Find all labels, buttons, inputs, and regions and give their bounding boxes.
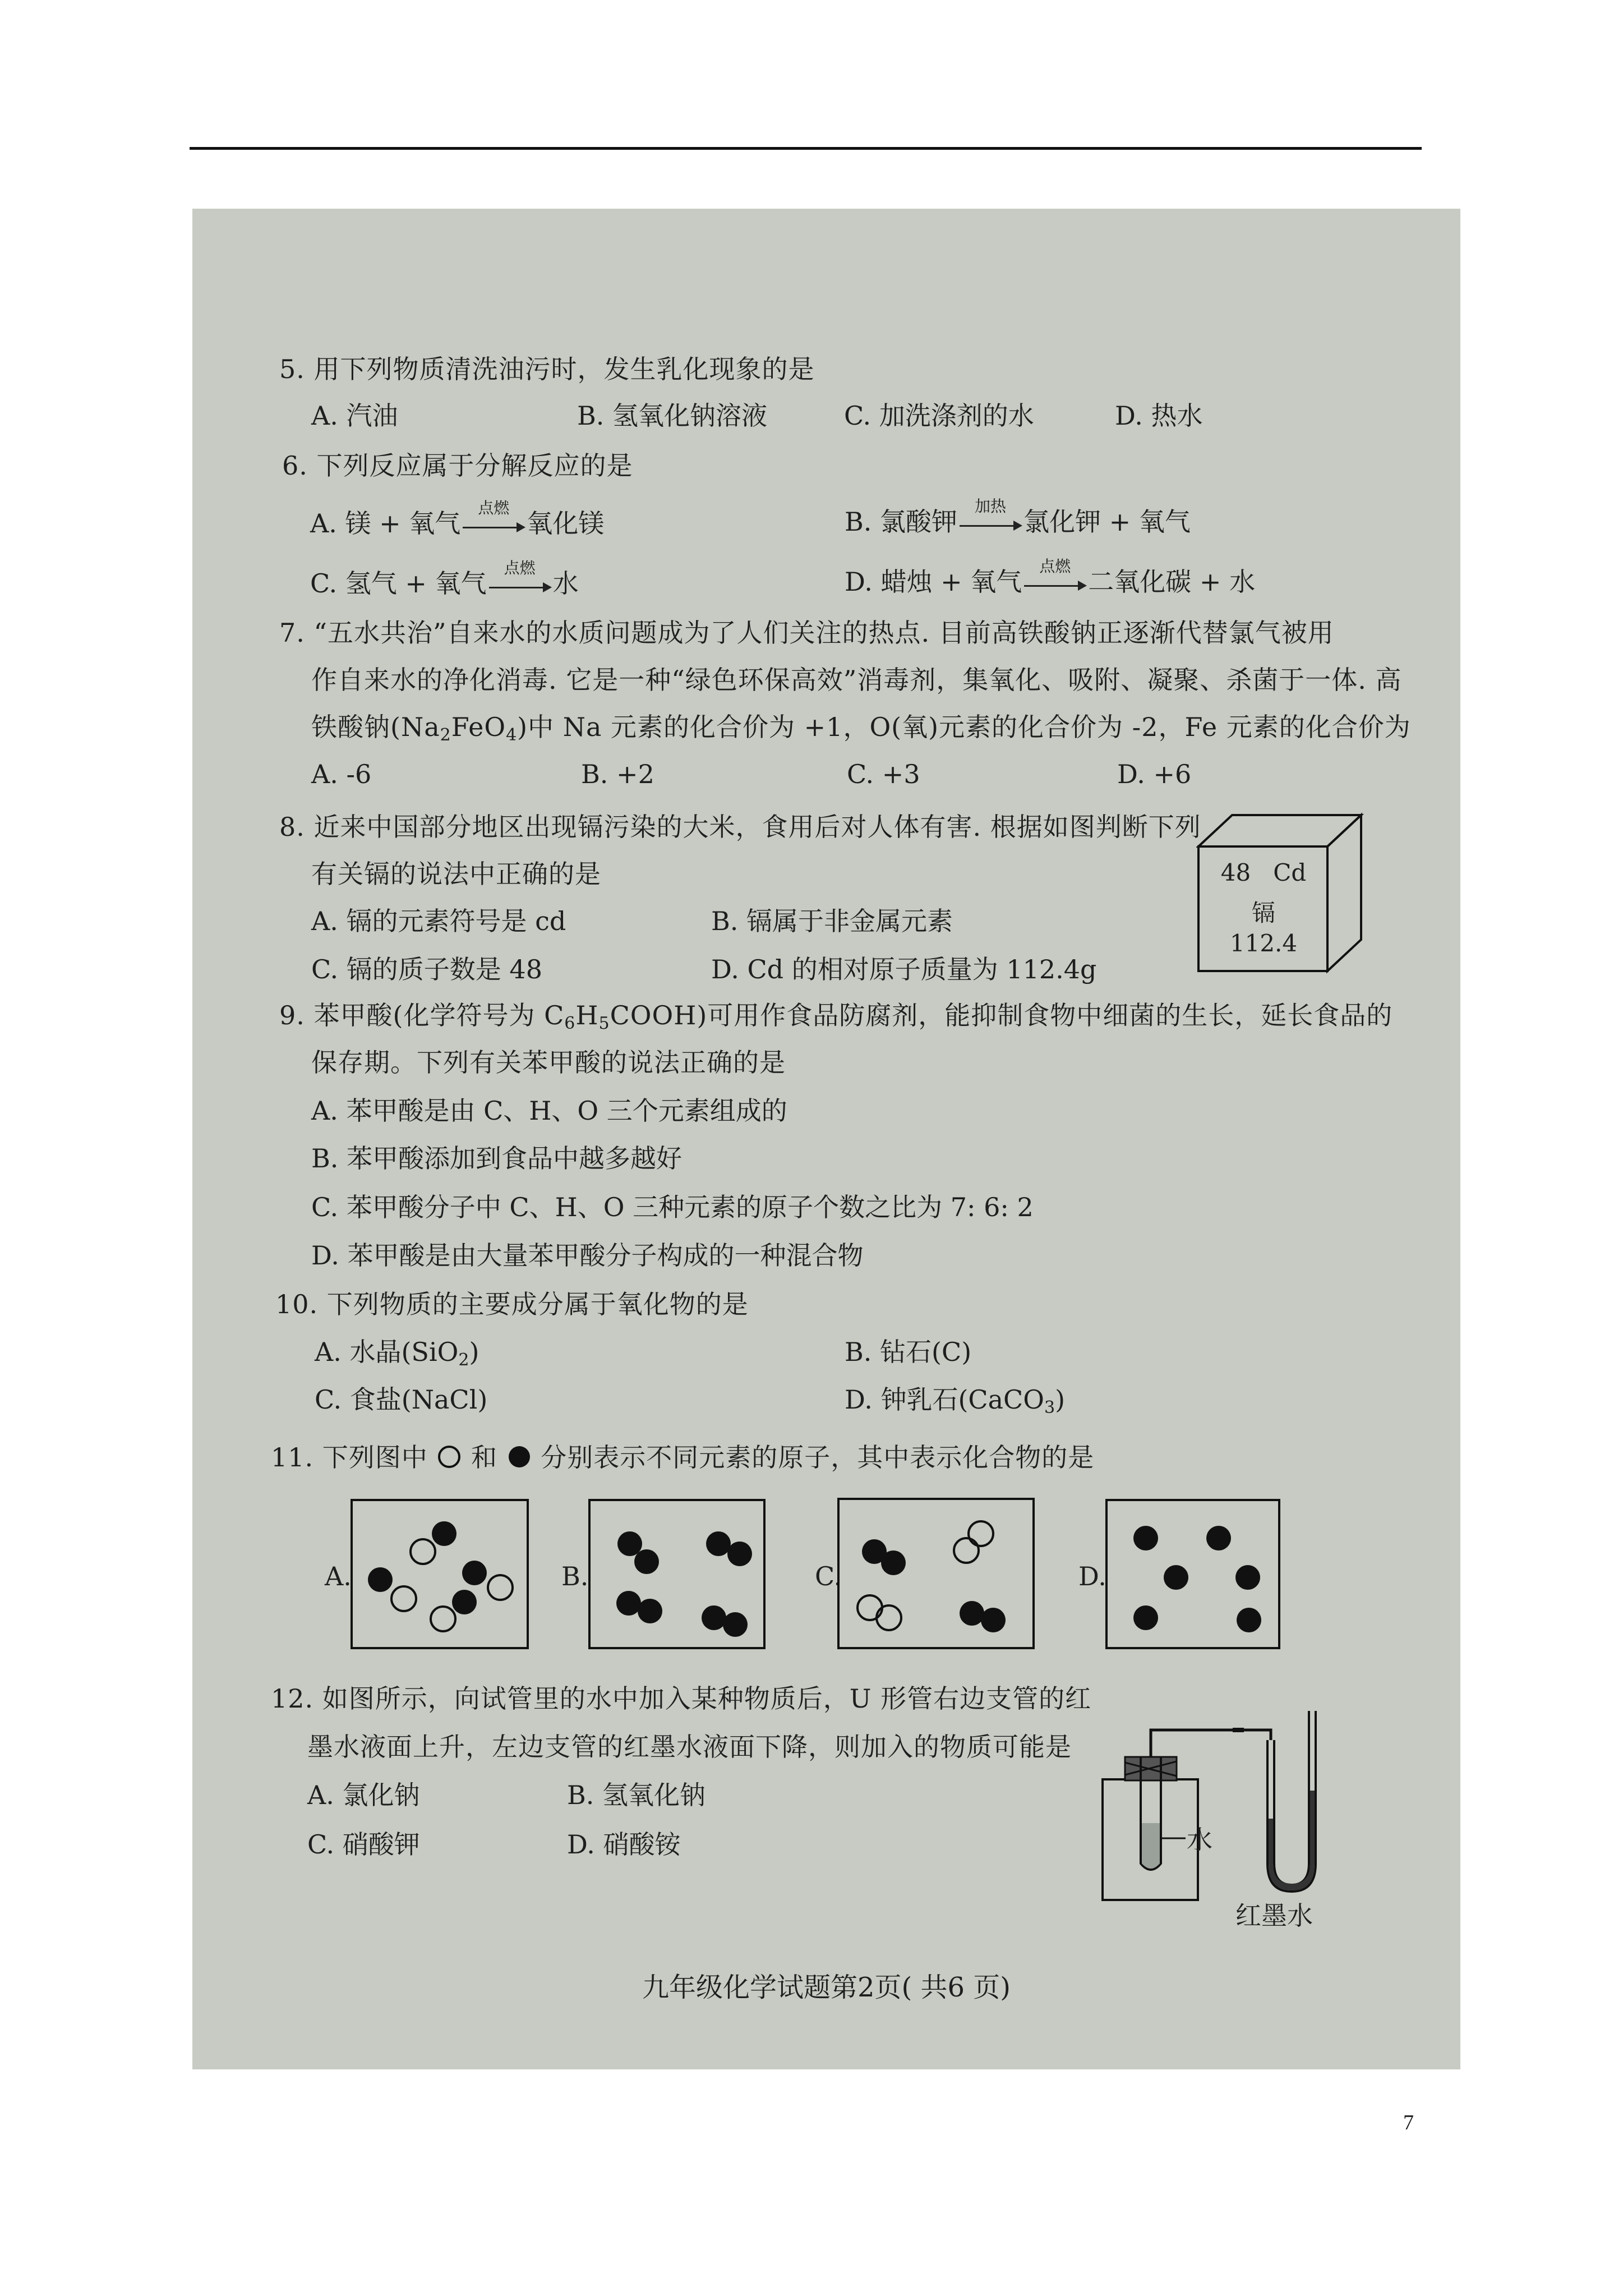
q6-c-reactants: C. 氢气 + 氧气 bbox=[310, 568, 487, 599]
q7-text: )中 Na 元素的化合价为 +1，O(氧)元素的化合价为 -2，Fe 元素的化合价为 bbox=[517, 712, 1411, 742]
q9-option-a: A. 苯甲酸是由 C、H、O 三个元素组成的 bbox=[311, 1096, 787, 1126]
label-water: 水 bbox=[1187, 1825, 1212, 1855]
q6-d-reactants: D. 蜡烛 + 氧气 bbox=[845, 567, 1022, 597]
element-symbol: Cd bbox=[1273, 859, 1307, 886]
q7-option-d: D. +6 bbox=[1117, 759, 1192, 789]
element-name: 镉 bbox=[1251, 899, 1275, 927]
label-red-ink: 红墨水 bbox=[1235, 1901, 1313, 1931]
q9-line1 bbox=[279, 1000, 1393, 1039]
subscript: 6 bbox=[564, 1014, 576, 1033]
q9-option-d: D. 苯甲酸是由大量苯甲酸分子构成的一种混合物 bbox=[311, 1240, 864, 1271]
q10-option-b: B. 钻石(C) bbox=[845, 1337, 972, 1367]
subscript: 2 bbox=[458, 1350, 469, 1370]
q7-text: FeO bbox=[451, 712, 506, 742]
q6-stem: 6. 下列反应属于分解反应的是 bbox=[282, 450, 633, 481]
q10-option-d bbox=[845, 1384, 1065, 1424]
reaction-condition: 加热 bbox=[975, 497, 1007, 516]
subscript: 2 bbox=[440, 725, 451, 745]
q11-diagram-d bbox=[1105, 1499, 1280, 1649]
atomic-number: 48 bbox=[1220, 859, 1251, 886]
q7-option-c: C. +3 bbox=[847, 759, 920, 789]
scanned-exam-page bbox=[192, 209, 1460, 2069]
q6-option-c bbox=[310, 559, 579, 599]
q7-option-b: B. +2 bbox=[581, 759, 654, 789]
q7-line1: 7. “五水共治”自来水的水质问题成为了人们关注的热点. 目前高铁酸钠正逐渐代替氯气被用 bbox=[279, 618, 1334, 648]
q11-label-d: D. bbox=[1078, 1561, 1106, 1591]
q11-diagram-c bbox=[837, 1498, 1035, 1649]
q11-diagram-a bbox=[351, 1499, 529, 1649]
subscript: 4 bbox=[506, 725, 518, 745]
q12-option-b: B. 氢氧化钠 bbox=[567, 1780, 706, 1810]
page-footer: 九年级化学试题第2页( 共6 页) bbox=[642, 1972, 1011, 2003]
q12-line1: 12. 如图所示，向试管里的水中加入某种物质后，U 形管右边支管的红 bbox=[271, 1683, 1092, 1714]
subscript: 3 bbox=[1044, 1398, 1055, 1418]
q6-option-a bbox=[310, 499, 605, 539]
q10-a-text: ) bbox=[469, 1337, 479, 1367]
q10-d-text: D. 钟乳石(CaCO bbox=[845, 1384, 1044, 1415]
q7-line2: 作自来水的净化消毒. 它是一种“绿色环保高效”消毒剂，集氧化、吸附、凝聚、杀菌于一体. 高 bbox=[311, 665, 1402, 695]
reaction-arrow bbox=[1024, 557, 1086, 595]
q6-c-products: 水 bbox=[552, 568, 579, 599]
reaction-arrow bbox=[463, 499, 524, 537]
q11-text: 11. 下列图中 bbox=[271, 1442, 428, 1473]
q11-text: 和 bbox=[471, 1442, 498, 1473]
q12-option-a: A. 氯化钠 bbox=[307, 1780, 420, 1810]
q9-line2: 保存期。下列有关苯甲酸的说法正确的是 bbox=[311, 1047, 786, 1078]
page-number: 7 bbox=[1403, 2111, 1414, 2134]
u-tube-apparatus-diagram bbox=[1092, 1695, 1339, 1908]
q5-option-c: C. 加洗涤剂的水 bbox=[844, 401, 1034, 431]
header-rule bbox=[190, 147, 1422, 150]
q6-b-products: 氯化钾 + 氧气 bbox=[1023, 507, 1191, 537]
q9-text: 9. 苯甲酸(化学符号为 C bbox=[279, 1000, 565, 1030]
q8-option-d: D. Cd 的相对原子质量为 112.4g bbox=[711, 954, 1097, 984]
q8-option-b: B. 镉属于非金属元素 bbox=[711, 906, 953, 936]
q11-label-c: C. bbox=[815, 1561, 842, 1591]
q7-option-a: A. -6 bbox=[311, 759, 372, 789]
q9-text: COOH)可用作食品防腐剂，能抑制食物中细菌的生长，延长食品的 bbox=[610, 1000, 1393, 1030]
q7-text: 铁酸钠(Na bbox=[311, 712, 440, 742]
reaction-condition: 点燃 bbox=[1039, 557, 1071, 576]
q6-b-reactants: B. 氯酸钾 bbox=[845, 507, 958, 537]
atomic-mass: 112.4 bbox=[1229, 930, 1298, 957]
q6-option-b bbox=[845, 497, 1191, 537]
q11-label-a: A. bbox=[325, 1561, 352, 1591]
q9-text: H bbox=[575, 1000, 599, 1030]
q8-line2: 有关镉的说法中正确的是 bbox=[311, 859, 601, 889]
q11-label-b: B. bbox=[561, 1561, 589, 1591]
reaction-arrow bbox=[489, 559, 551, 597]
q11-text: 分别表示不同元素的原子，其中表示化合物的是 bbox=[541, 1442, 1095, 1473]
q5-option-d: D. 热水 bbox=[1115, 401, 1203, 431]
black-atom-icon bbox=[506, 1444, 532, 1470]
q8-option-a: A. 镉的元素符号是 cd bbox=[311, 906, 566, 936]
q10-option-c: C. 食盐(NaCl) bbox=[315, 1384, 488, 1415]
q10-option-a bbox=[315, 1336, 479, 1376]
q5-stem: 5. 用下列物质清洗油污时，发生乳化现象的是 bbox=[279, 354, 815, 384]
q5-option-b: B. 氢氧化钠溶液 bbox=[577, 401, 768, 431]
q6-option-d bbox=[845, 557, 1256, 597]
white-atom-icon bbox=[436, 1444, 462, 1470]
q10-d-text: ) bbox=[1055, 1384, 1066, 1415]
q8-option-c: C. 镉的质子数是 48 bbox=[311, 954, 542, 984]
element-number-symbol bbox=[1196, 859, 1331, 886]
q11-stem bbox=[271, 1442, 1094, 1473]
q6-a-reactants: A. 镁 + 氧气 bbox=[310, 508, 461, 539]
q9-option-b: B. 苯甲酸添加到食品中越多越好 bbox=[311, 1143, 683, 1174]
q6-a-products: 氧化镁 bbox=[527, 508, 605, 539]
reaction-arrow bbox=[960, 497, 1021, 535]
q6-d-products: 二氧化碳 + 水 bbox=[1088, 567, 1256, 597]
q10-stem: 10. 下列物质的主要成分属于氧化物的是 bbox=[275, 1289, 749, 1319]
q7-line3 bbox=[311, 711, 1411, 751]
q8-line1: 8. 近来中国部分地区出现镉污染的大米，食用后对人体有害. 根据如图判断下列 bbox=[279, 812, 1201, 842]
reaction-condition: 点燃 bbox=[478, 499, 510, 517]
reaction-condition: 点燃 bbox=[504, 559, 536, 577]
subscript: 5 bbox=[598, 1014, 610, 1033]
q12-line2: 墨水液面上升，左边支管的红墨水液面下降，则加入的物质可能是 bbox=[307, 1732, 1072, 1762]
q5-option-a: A. 汽油 bbox=[311, 401, 398, 431]
q11-diagram-b bbox=[588, 1499, 766, 1649]
q9-option-c: C. 苯甲酸分子中 C、H、O 三种元素的原子个数之比为 7: 6: 2 bbox=[311, 1192, 1034, 1222]
q12-option-d: D. 硝酸铵 bbox=[567, 1829, 681, 1860]
q10-a-text: A. 水晶(SiO bbox=[315, 1337, 459, 1367]
q12-option-c: C. 硝酸钾 bbox=[307, 1829, 420, 1860]
cadmium-element-card bbox=[1196, 812, 1364, 974]
